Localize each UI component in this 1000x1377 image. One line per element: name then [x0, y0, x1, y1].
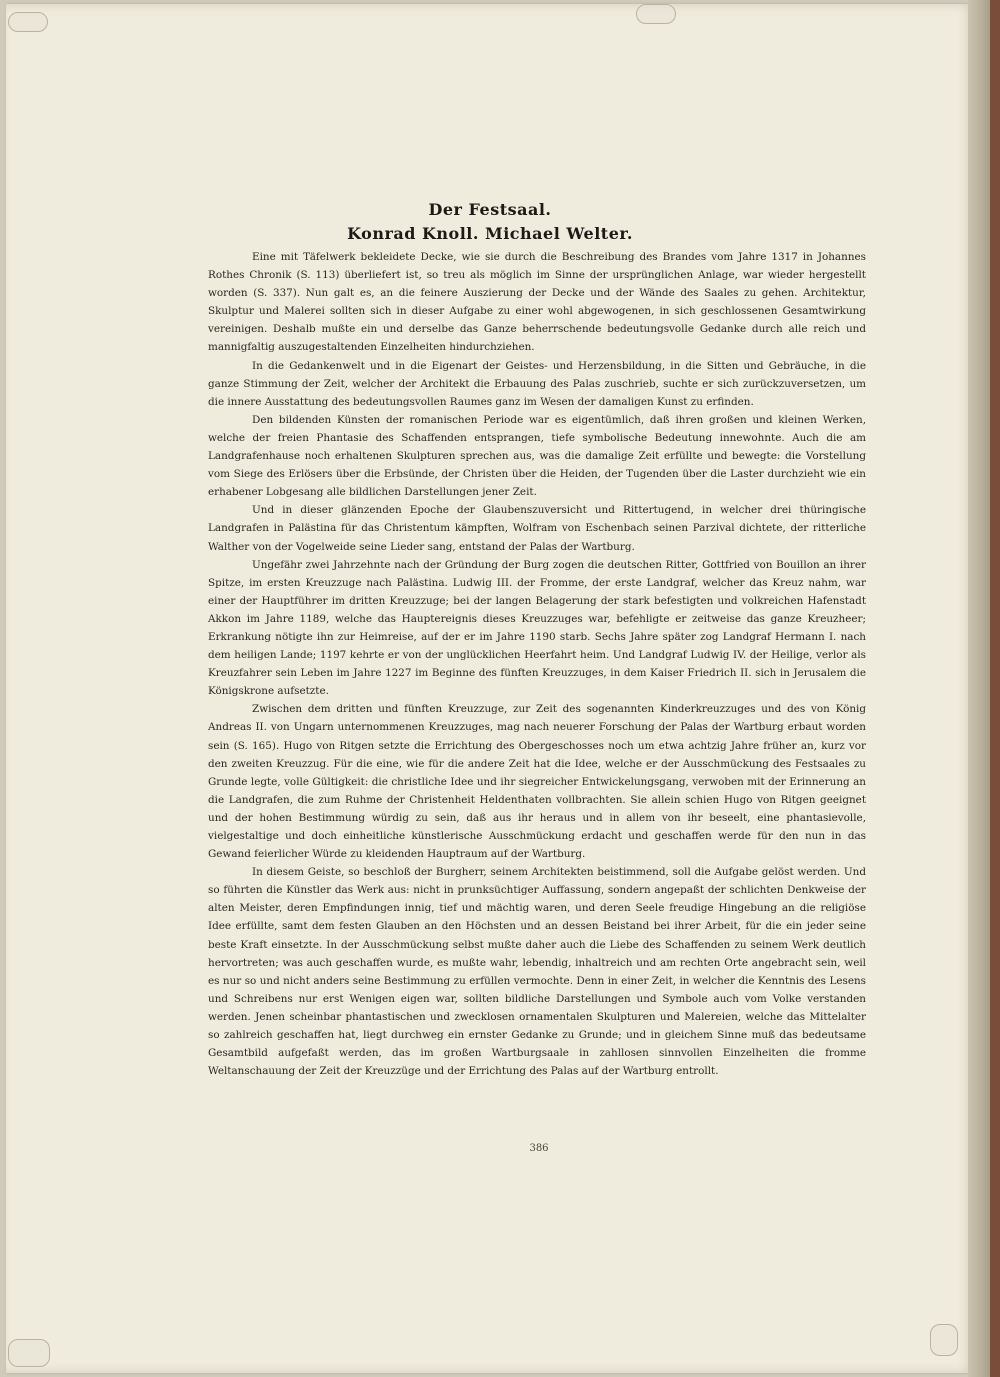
paragraph: In die Gedankenwelt und in die Eigenart der Geistes- und Herzensbildung, in die Sitten und Gebräuche, in die ganze Stimmung der Zeit, welcher der Architekt die Erbauung des Palas zuschrieb, suchte er sich zurückzuversetzen, um die innere Ausstattung des bedeutungsvollen Raumes ganz im Wesen der damaligen Kunst zu erfinden. — [208, 359, 866, 408]
page-authors: Konrad Knoll. Michael Welter. — [347, 224, 633, 243]
clip-mark-icon — [8, 12, 48, 32]
paragraph: Ungefähr zwei Jahrzehnte nach der Gründung der Burg zogen die deutschen Ritter, Gottfried von Bouillon an ihrer Spitze, im ersten Kreuzzuge nach Palästina. Ludwig III. der Fromme, der erste Landgraf, welcher das Kreuz nahm, war einer der Hauptführer im dritten Kreuzzuge; bei der langen Belagerung der stark befestigten und volkreichen Hafenstadt Akkon im Jahre 1189, welche das Hauptereignis dieses Kreuzzuges war, befehligte er zeitweise das ganze Kreuzheer; Erkrankung nötigte ihn zur Heimreise, auf der er im Jahre 1190 starb. Sechs Jahre später zog Landgraf Hermann I. nach dem heiligen Lande; 1197 kehrte er von der unglücklichen Heerfahrt heim. Und Landgraf Ludwig IV. der Heilige, verlor als Kreuzfahrer sein Leben im Jahre 1227 im Beginne des fünften Kreuzzuges, in dem Kaiser Friedrich II. sich in Jerusalem die Königskrone aufsetzte. — [208, 558, 866, 698]
page-number: 386 — [529, 1143, 549, 1154]
paragraph: Zwischen dem dritten und fünften Kreuzzuge, zur Zeit des sogenannten Kinderkreuzzuges und des von König Andreas II. von Ungarn unternommenen Kreuzzuges, mag nach neuerer Forschung der Palas der Wartburg erbaut worden sein (S. 165). Hugo von Ritgen setzte die Errichtung des Obergeschosses noch um etwa achtzig Jahre früher an, kurz vor den zweiten Kreuzzug. Für die eine, wie für die andere Zeit hat die Idee, welche er der Ausschmückung des Festsaales zu Grunde legte, volle Gültigkeit: die christliche Idee und ihr siegreicher Entwickelungsgang, verwoben mit der Erinnerung an die Landgrafen, die zum Ruhme der Christenheit Heldenthaten vollbrachten. Sie allein schien Hugo von Ritgen geeignet und der hohen Bestimmung würdig zu sein, daß aus ihr heraus und in allem von ihr beseelt, eine phantasievolle, vielgestaltige und doch einheitliche künstlerische Ausschmückung erdacht und geschaffen werde für den nun in das Gewand feierlicher Würde zu kleidenden Hauptraum auf der Wartburg. — [208, 703, 866, 861]
body-text — [208, 248, 866, 1080]
paragraph: Und in dieser glänzenden Epoche der Glaubenszuversicht und Rittertugend, in welcher drei thüringische Landgrafen in Palästina für das Christentum kämpften, Wolfram von Eschenbach seinen Parzival dichtete, der ritterliche Walther von der Vogelweide seine Lieder sang, entstand der Palas der Wartburg. — [208, 504, 866, 553]
book-cover-edge — [990, 0, 1000, 1377]
clip-mark-icon — [636, 4, 676, 24]
clip-mark-icon — [8, 1339, 50, 1367]
book-page — [6, 4, 974, 1373]
clip-mark-icon — [930, 1324, 958, 1356]
page-title: Der Festsaal. — [428, 200, 552, 219]
paragraph: Eine mit Täfelwerk bekleidete Decke, wie sie durch die Beschreibung des Brandes vom Jahre 1317 in Johannes Rothes Chronik (S. 113) überliefert ist, so treu als möglich im Sinne der ursprünglichen Anlage, war wieder hergestellt worden (S. 337). Nun galt es, an die feinere Auszierung der Decke und der Wände des Saales zu gehen. Architektur, Skulptur und Malerei sollten sich in dieser Aufgabe zu einer wohl abgewogenen, in sich geschlossenen Gesamtwirkung vereinigen. Deshalb mußte ein und derselbe das Ganze beherrschende bedeutungsvolle Gedanke durch alle reich und mannigfaltig auszugestaltenden Einzelheiten hindurchziehen. — [208, 251, 866, 354]
paragraph: Den bildenden Künsten der romanischen Periode war es eigentümlich, daß ihren großen und kleinen Werken, welche der freien Phantasie des Schaffenden entsprangen, tiefe symbolische Bedeutung innewohnte. Auch die am Landgrafenhause noch erhaltenen Skulpturen sprechen aus, was die damalige Zeit erfüllte und bewegte: die Vorstellung vom Siege des Erlösers über die Erbsünde, der Christen über die Heiden, der Tugenden über die Laster durchzieht wie ein erhabener Lobgesang alle bildlichen Darstellungen jener Zeit. — [208, 413, 866, 499]
paragraph: In diesem Geiste, so beschloß der Burgherr, seinem Architekten beistimmend, soll die Aufgabe gelöst werden. Und so führten die Künstler das Werk aus: nicht in prunksüchtiger Auffassung, sondern angepaßt der schlichten Denkweise der alten Meister, deren Empfindungen innig, tief und mächtig waren, und deren Seele freudige Hingebung an die religiöse Idee erfüllte, samt dem festen Glauben an den Höchsten und an dessen Beistand bei ihrer Arbeit, für die ein jeder seine beste Kraft einsetzte. In der Ausschmückung selbst mußte daher auch die Liebe des Schaffenden zu seinem Werk deutlich hervortreten; was auch geschaffen wurde, es mußte wahr, lebendig, inhaltreich und am rechten Orte angebracht sein, weil es nur so und nicht anders seine Bestimmung zu erfüllen vermochte. Denn in einer Zeit, in welcher die Kenntnis des Lesens und Schreibens nur erst Wenigen eigen war, sollten bildliche Darstellungen und Symbole auch vom Volke verstanden werden. Jenen scheinbar phantastischen und zwecklosen ornamentalen Skulpturen und Malereien, welche das Mittelalter so zahlreich geschaffen hat, liegt durchweg ein ernster Gedanke zu Grunde; und in gleichem Sinne muß das bedeutsame Gesamtbild aufgefaßt werden, das im großen Wartburgsaale in zahllosen sinnvollen Einzelheiten die fromme Weltanschauung der Zeit der Kreuzzüge und der Errichtung des Palas auf der Wartburg entrollt. — [208, 866, 866, 1078]
